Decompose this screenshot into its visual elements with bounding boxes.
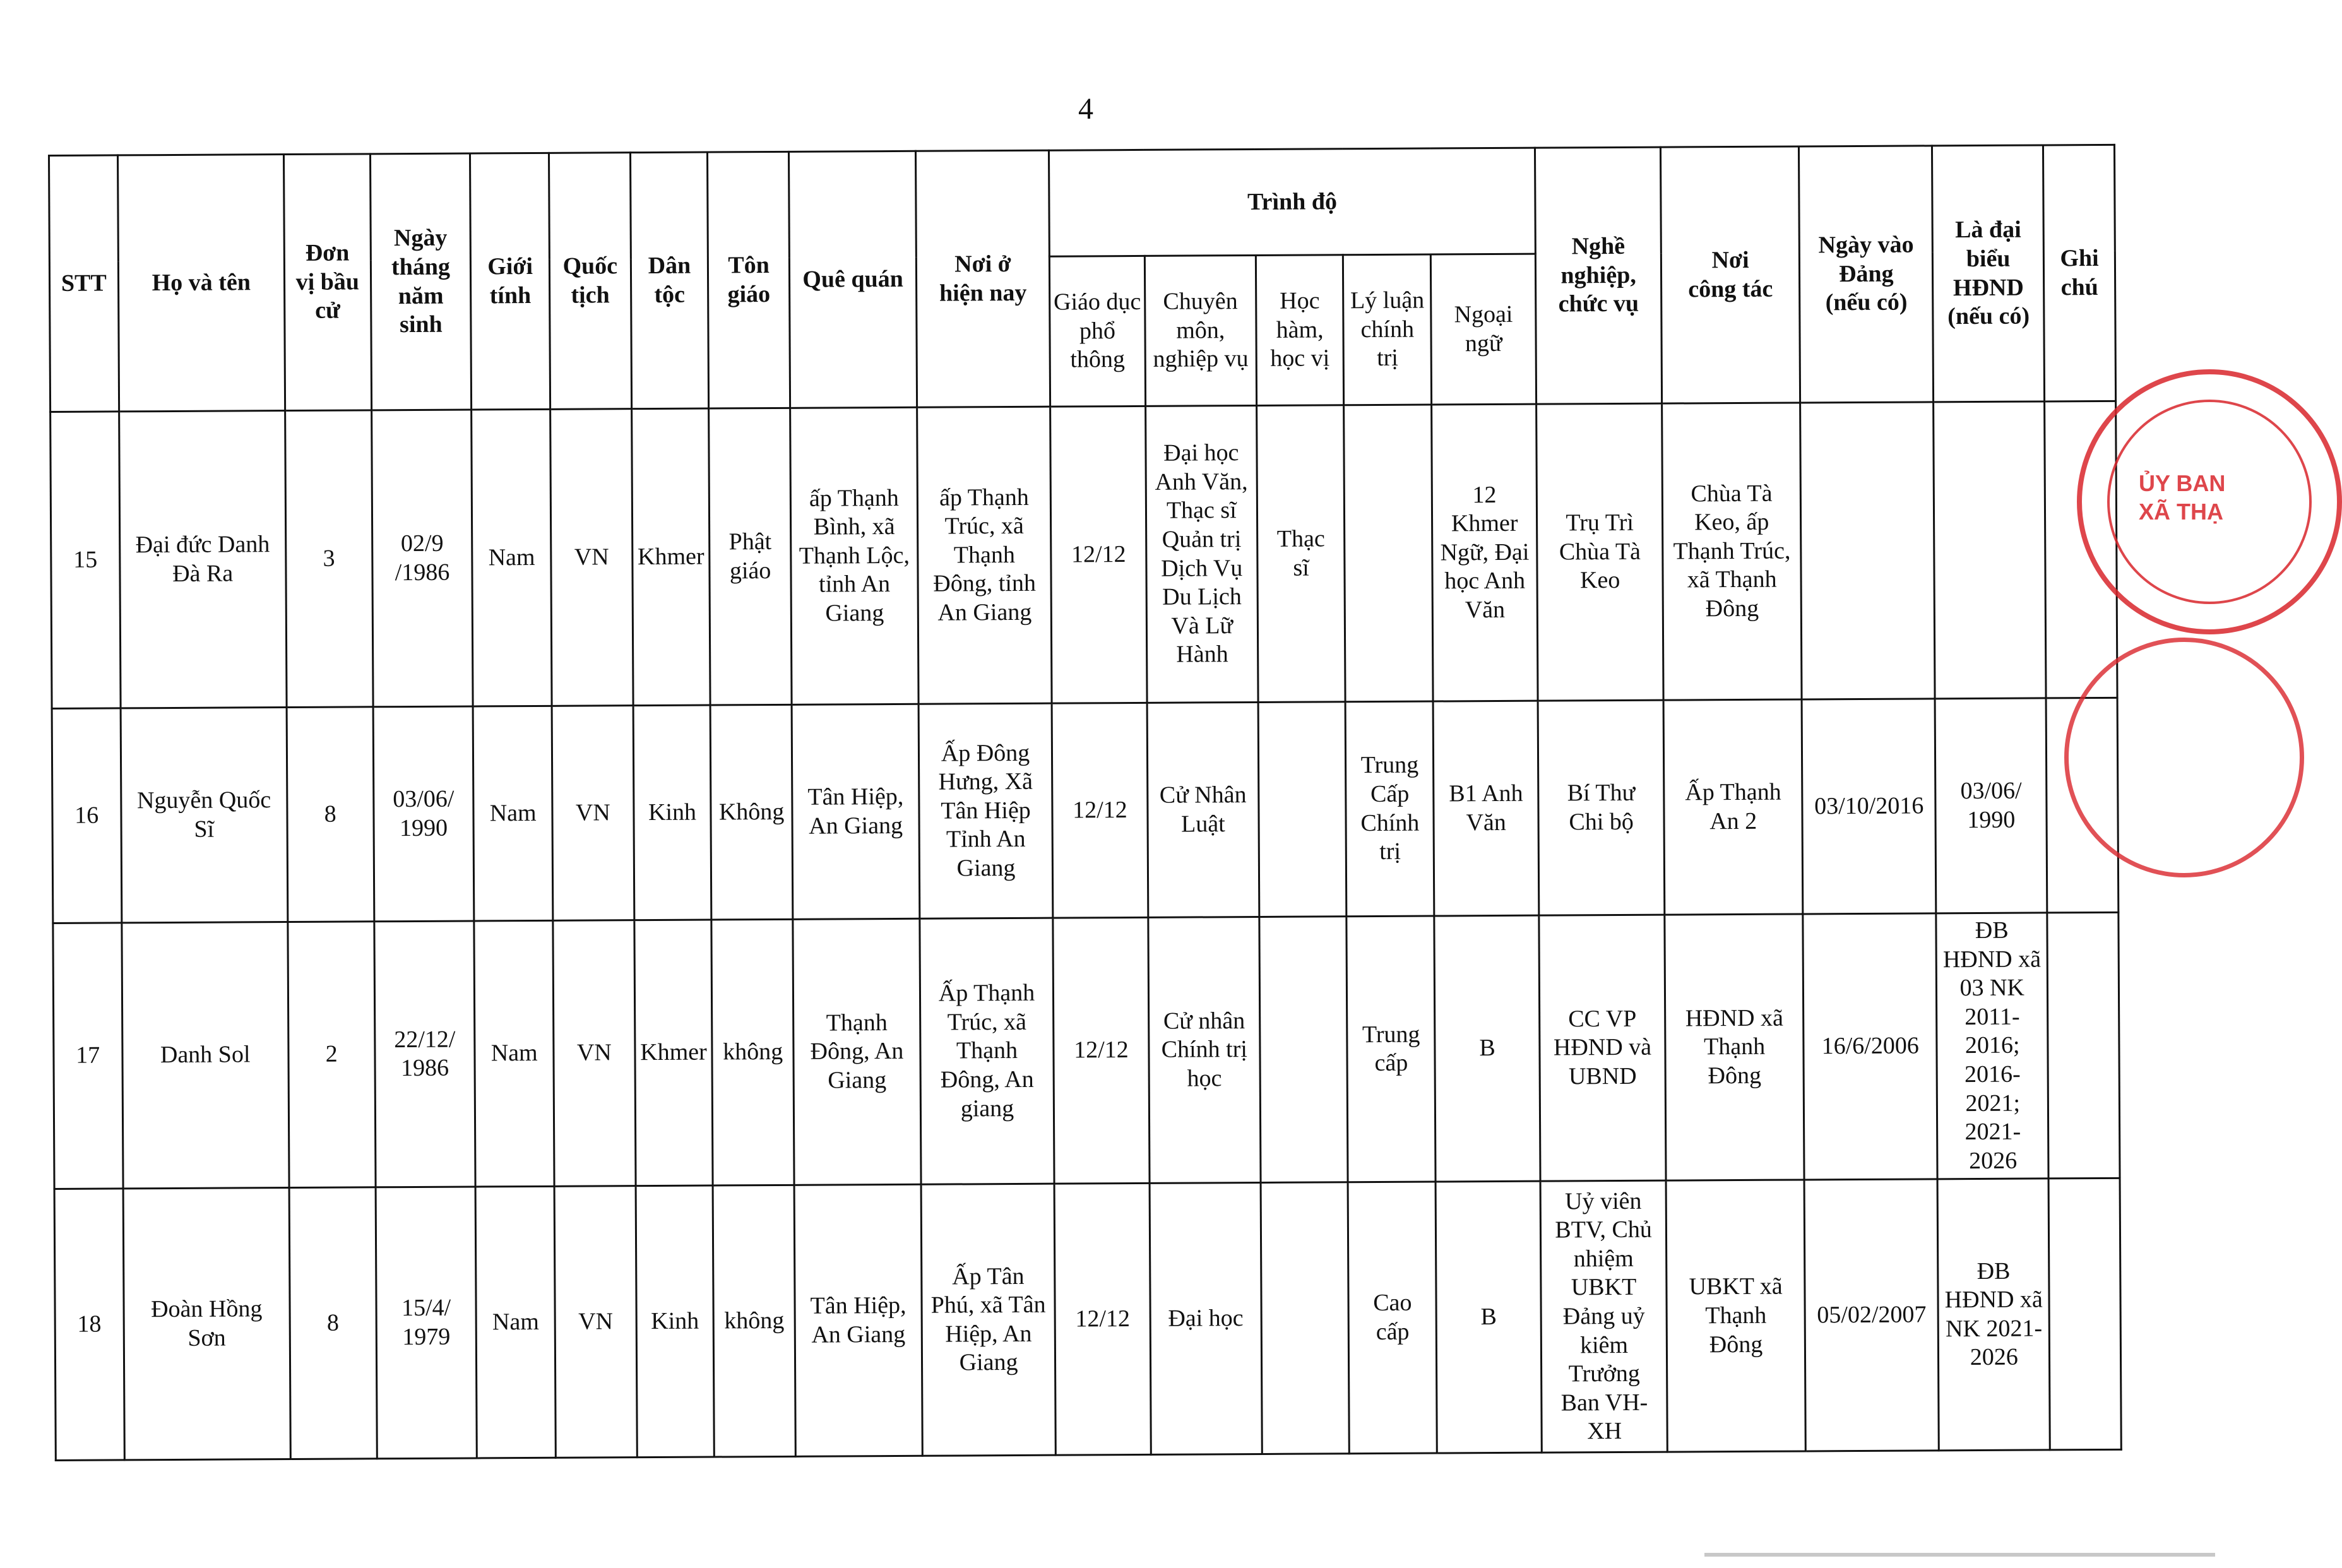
cell-ngay-sinh: 22/12/ 1986 <box>374 921 475 1187</box>
cell-gioi-tinh: Nam <box>473 706 553 921</box>
page-number: 4 <box>1078 92 1093 126</box>
cell-ngay-sinh: 15/4/ 1979 <box>376 1187 477 1459</box>
cell-ton-giao: không <box>711 919 794 1185</box>
cell-dan-toc: Kinh <box>636 1185 715 1458</box>
table-row <box>52 698 2119 923</box>
cell-noi-o: Ấp Đông Hưng, Xã Tân Hiệp Tỉnh An Giang <box>918 703 1053 918</box>
cell-stt: 18 <box>54 1189 124 1461</box>
cell-nghe-nghiep: Trụ Trì Chùa Tà Keo <box>1537 403 1663 701</box>
table-row <box>51 401 2117 708</box>
cell-chuyen-mon: Đại học <box>1150 1183 1262 1455</box>
cell-gioi-tinh: Nam <box>472 409 552 706</box>
cell-don-vi: 3 <box>285 410 373 708</box>
header-noi-o: Nơi ở hiện nay <box>916 150 1050 407</box>
cell-dai-bieu: ĐB HĐND xã 03 NK 2011- 2016; 2016- 2021; 2021- 2026 <box>1936 913 2048 1179</box>
cell-ho-ten: Nguyễn Quốc Sĩ <box>121 708 288 923</box>
cell-gioi-tinh: Nam <box>475 1187 556 1459</box>
cell-stt: 17 <box>53 923 123 1189</box>
cell-don-vi: 8 <box>289 1187 377 1459</box>
header-stt: STT <box>49 155 119 412</box>
cell-ho-ten: Đoàn Hồng Sơn <box>123 1188 291 1460</box>
cell-que-quan: ấp Thạnh Bình, xã Thạnh Lộc, tỉnh An Giang <box>790 407 918 704</box>
cell-dan-toc: Khmer <box>631 408 710 706</box>
cell-ghi-chu <box>2048 1179 2121 1451</box>
header-que-quan: Quê quán <box>788 151 917 408</box>
cell-quoc-tich: VN <box>553 920 636 1187</box>
cell-ngay-sinh: 03/06/ 1990 <box>373 706 475 922</box>
cell-ngoai-ngu: B <box>1434 915 1540 1182</box>
table-row <box>54 1179 2121 1461</box>
cell-gd-pho-thong: 12/12 <box>1050 406 1147 703</box>
cell-ho-ten: Danh Sol <box>121 922 289 1189</box>
candidate-table <box>48 144 2122 1461</box>
cell-noi-cong-tac: Chùa Tà Keo, ấp Thạnh Trúc, xã Thạnh Đông <box>1662 403 1802 700</box>
header-hoc-ham: Học hàm, học vị <box>1256 255 1344 406</box>
cell-don-vi: 2 <box>288 922 376 1188</box>
cell-ho-ten: Đại đức Danh Đà Ra <box>119 411 287 708</box>
header-ton-giao: Tôn giáo <box>708 151 790 408</box>
cell-ngay-vao-dang: 16/6/2006 <box>1803 913 1937 1180</box>
seal-text: ỦY BAN XÃ THẠ <box>2139 470 2226 525</box>
scan-edge-line <box>1704 1553 2215 1557</box>
cell-ly-luan: Trung cấp <box>1346 916 1436 1182</box>
header-gioi-tinh: Giới tính <box>470 153 550 410</box>
cell-stt: 15 <box>51 412 121 709</box>
header-quoc-tich: Quốc tịch <box>549 153 632 410</box>
cell-quoc-tich: VN <box>550 409 633 706</box>
cell-chuyen-mon: Cử nhân Chính trị học <box>1148 917 1261 1183</box>
cell-dai-bieu: 03/06/ 1990 <box>1935 698 2047 913</box>
header-trinh-do: Trình độ <box>1049 148 1536 256</box>
cell-ngay-sinh: 02/9 /1986 <box>371 410 473 707</box>
cell-ngoai-ngu: 12 Khmer Ngữ, Đại học Anh Văn <box>1432 404 1538 701</box>
official-seal-stamp-partial <box>2064 638 2304 877</box>
header-ghi-chu: Ghi chú <box>2043 145 2116 401</box>
cell-hoc-ham <box>1258 702 1346 917</box>
header-noi-cong-tac: Nơi công tác <box>1661 146 1800 403</box>
cell-ton-giao: Không <box>710 704 792 920</box>
cell-gd-pho-thong: 12/12 <box>1053 917 1150 1184</box>
header-dai-bieu: Là đại biểu HĐND (nếu có) <box>1932 145 2045 402</box>
cell-nghe-nghiep: Bí Thư Chi bộ <box>1538 700 1665 915</box>
cell-gd-pho-thong: 12/12 <box>1052 703 1148 918</box>
cell-noi-cong-tac: UBKT xã Thạnh Đông <box>1666 1180 1805 1452</box>
cell-chuyen-mon: Đại học Anh Văn, Thạc sĩ Quản trị Dịch Vụ Du Lịch Và Lữ Hành <box>1145 405 1257 703</box>
cell-gioi-tinh: Nam <box>474 920 554 1187</box>
cell-chuyen-mon: Cử Nhân Luật <box>1147 702 1259 917</box>
cell-dai-bieu: ĐB HĐND xã NK 2021- 2026 <box>1937 1179 2050 1451</box>
cell-ly-luan: Cao cấp <box>1348 1182 1437 1454</box>
cell-ngay-vao-dang: 05/02/2007 <box>1804 1179 1939 1451</box>
cell-ngoai-ngu: B1 Anh Văn <box>1433 701 1539 916</box>
cell-gd-pho-thong: 12/12 <box>1054 1184 1151 1456</box>
header-dan-toc: Dân tộc <box>630 152 709 409</box>
header-chuyen-mon: Chuyên môn, nghiệp vụ <box>1144 255 1256 406</box>
cell-noi-cong-tac: Ấp Thạnh An 2 <box>1663 699 1803 915</box>
cell-ghi-chu <box>2047 912 2120 1179</box>
cell-quoc-tich: VN <box>554 1186 637 1458</box>
header-gd-pho-thong: Giáo dục phổ thông <box>1049 256 1145 407</box>
cell-ly-luan: Trung Cấp Chính trị <box>1346 701 1434 917</box>
cell-ngay-vao-dang <box>1800 402 1935 699</box>
header-ngoai-ngu: Ngoại ngữ <box>1431 254 1537 405</box>
official-seal-stamp <box>2077 369 2342 634</box>
cell-dan-toc: Kinh <box>633 705 711 920</box>
cell-nghe-nghiep: CC VP HĐND và UBND <box>1539 915 1666 1181</box>
header-ngay-sinh: Ngày tháng năm sinh <box>370 153 472 410</box>
cell-nghe-nghiep: Uỷ viên BTV, Chủ nhiệm UBKT Đảng uỷ kiêm Trưởng Ban VH- XH <box>1540 1180 1667 1452</box>
header-ly-luan: Lý luận chính trị <box>1343 254 1432 405</box>
header-ngay-vao-dang: Ngày vào Đảng (nếu có) <box>1799 146 1934 403</box>
cell-hoc-ham: Thạc sĩ <box>1256 405 1345 703</box>
cell-dai-bieu <box>1934 401 2046 699</box>
cell-que-quan: Thạnh Đông, An Giang <box>793 918 921 1185</box>
cell-que-quan: Tân Hiệp, An Giang <box>794 1185 922 1457</box>
cell-stt: 16 <box>52 708 121 924</box>
cell-noi-o: Ấp Thạnh Trúc, xã Thạnh Đông, An giang <box>920 918 1054 1184</box>
cell-ngay-vao-dang: 03/10/2016 <box>1802 699 1936 914</box>
cell-dan-toc: Khmer <box>634 920 713 1186</box>
cell-hoc-ham <box>1261 1182 1350 1454</box>
cell-ly-luan <box>1344 405 1433 702</box>
cell-noi-cong-tac: HĐND xã Thạnh Đông <box>1665 914 1804 1180</box>
header-don-vi: Đơn vị bầu cử <box>283 154 371 411</box>
cell-ton-giao: không <box>713 1185 795 1458</box>
cell-hoc-ham <box>1259 917 1348 1183</box>
cell-ngoai-ngu: B <box>1436 1181 1542 1453</box>
header-nghe-nghiep: Nghề nghiệp, chức vụ <box>1535 147 1662 404</box>
cell-que-quan: Tân Hiệp, An Giang <box>792 704 920 919</box>
header-ho-ten: Họ và tên <box>117 155 285 412</box>
cell-noi-o: ấp Thạnh Trúc, xã Thạnh Đông, tỉnh An Giang <box>917 407 1052 704</box>
cell-ton-giao: Phật giáo <box>709 408 792 705</box>
cell-noi-o: Ấp Tân Phú, xã Tân Hiệp, An Giang <box>921 1184 1055 1456</box>
cell-quoc-tich: VN <box>552 706 634 921</box>
cell-don-vi: 8 <box>287 707 374 922</box>
table-row <box>53 912 2120 1189</box>
